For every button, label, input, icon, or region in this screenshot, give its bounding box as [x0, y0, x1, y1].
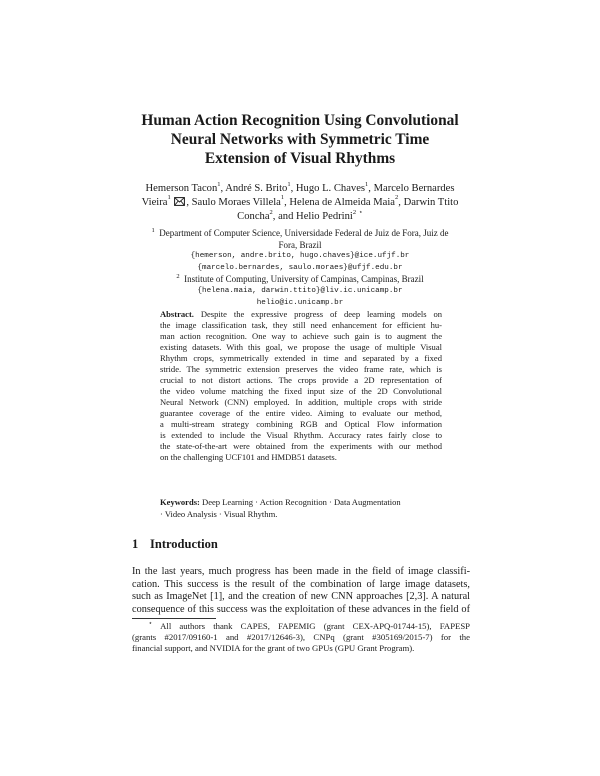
- body-line: cation. This success is the result of the combination of large image datasets,: [132, 578, 470, 590]
- abstract-label: Abstract.: [160, 309, 194, 319]
- affiliation-2-line-1: [150, 274, 450, 286]
- abstract-line: man action recognition. One way to achieve such gain is to augment the: [160, 331, 442, 341]
- affiliation-mark: 2: [352, 208, 357, 216]
- author-name: , Hugo L. Chaves: [290, 183, 366, 194]
- author-line-1: [120, 182, 480, 196]
- title-line-2: Neural Networks with Symmetric Time: [170, 131, 430, 148]
- abstract-line: [160, 309, 442, 320]
- email-line-2: {marcelo.bernardes, saulo.moraes}@ufjf.edu.br: [197, 263, 403, 272]
- keywords-line-2: · Video Analysis · Visual Rhythm.: [160, 508, 278, 519]
- section-title: Introduction: [150, 537, 218, 551]
- affiliation-mark: 1: [365, 180, 369, 188]
- abstract-line: Rhythm crops, symmetrically extended in time and separated by a fixed: [160, 353, 442, 363]
- footnote-line: financial support, and NVIDIA for the grant of two GPUs (GPU Grant Program).: [132, 643, 415, 654]
- affiliations: [150, 228, 450, 309]
- abstract-line: guarantee coverage of the entire video. Aiming to evaluate our method,: [160, 408, 442, 418]
- email-line-3: {helena.maia, darwin.ttito}@liv.ic.unicamp.br: [197, 286, 403, 295]
- abstract-text: Despite the expressive progress of deep learning models on: [193, 309, 442, 319]
- footnote-text: All authors thank CAPES, FAPEMIG (grant CEX-APQ-01744-15), FAPESP: [152, 621, 471, 631]
- keywords-text: Deep Learning · Action Recognition · Data Augmentation: [199, 497, 401, 507]
- affiliation-mark: 1: [151, 226, 155, 234]
- affiliation-1-line-2: Fora, Brazil: [278, 239, 322, 250]
- author-line-3: [120, 210, 480, 224]
- section-number: 1: [132, 537, 139, 551]
- author-name: Vieira: [141, 196, 168, 208]
- author-name: , Darwin Ttito: [398, 196, 459, 208]
- footnote-line: (grants #2017/09160-1 and #2017/12646-3), CNPq (grant #305169/2015-7) for the: [132, 632, 470, 643]
- body-line: In the last years, much progress has been made in the field of image classifi-: [132, 566, 470, 577]
- author-name: , and Helio Pedrini: [272, 211, 353, 222]
- email-line-1: {hemerson, andre.brito, hugo.chaves}@ice.ufjf.br: [190, 252, 410, 261]
- abstract-line: the video volume matching the fixed input size of the 2D Convolutional: [160, 386, 442, 396]
- author-list: [120, 182, 480, 224]
- abstract-line: existing datasets. With this goal, we propose the usage of multiple Visual: [160, 342, 442, 352]
- author-name: Concha: [237, 211, 270, 222]
- affiliation-mark: 1: [287, 180, 291, 188]
- author-name: , Marcelo Bernardes: [368, 183, 455, 194]
- title-line-1: Human Action Recognition Using Convolutional: [141, 112, 459, 129]
- author-name: , Saulo Moraes Villela: [186, 196, 281, 208]
- abstract-line: is extended to include the Visual Rhythm. Accuracy rates fairly close to: [160, 430, 442, 440]
- affiliation-mark: 1: [217, 180, 221, 188]
- affiliation-mark: 2: [395, 194, 399, 202]
- affiliation-mark: 1: [280, 194, 285, 202]
- abstract-line: Neural Network (CNN) employed. In addition, multiple crops with stride: [160, 397, 442, 407]
- abstract-line: a multi-stream strategy combining RGB and Optical Flow information: [160, 419, 442, 429]
- paper-title: [100, 111, 500, 168]
- abstract-line: the image classification task, they still need enhancement for efficient hu-: [160, 320, 442, 330]
- footnote-mark: ⋆: [148, 619, 153, 627]
- author-line-2: [120, 196, 480, 211]
- footnote: [132, 621, 470, 655]
- abstract: [160, 309, 442, 463]
- affiliation-1-line-1: [150, 228, 450, 240]
- body-line: consequence of this success was the exploitation of these advances in the field of: [132, 603, 470, 615]
- envelope-icon: [174, 197, 185, 211]
- body-line: such as ImageNet [1], and the creation of new CNN approaches [2,3]. A natural: [132, 591, 470, 603]
- affiliation-mark: 1: [167, 194, 171, 202]
- keywords: [160, 497, 442, 520]
- title-line-3: Extension of Visual Rhythms: [204, 150, 396, 167]
- affiliation-text: Institute of Computing, University of Campinas, Campinas, Brazil: [184, 274, 424, 285]
- affiliation-mark: 2: [176, 272, 180, 280]
- abstract-line: the state-of-the-art were obtained from the experiments with our method: [160, 441, 442, 451]
- section-heading: [132, 537, 218, 552]
- introduction-text: [132, 566, 470, 616]
- affiliation-text: Department of Computer Science, Universidade Federal de Juiz de Fora, Juiz de: [159, 228, 449, 238]
- abstract-line: stride. The symmetric extension preserves the video frame rate, which is: [160, 364, 442, 374]
- affiliation-mark: 2: [269, 208, 273, 216]
- footnote-mark: ⋆: [358, 208, 363, 216]
- keywords-line-1: [160, 497, 442, 509]
- footnote-line: [132, 621, 470, 632]
- email-line-4: helio@ic.unicamp.br: [256, 298, 344, 307]
- footnote-rule: [132, 618, 216, 619]
- author-name: , Helena de Almeida Maia: [284, 196, 396, 208]
- keywords-label: Keywords:: [160, 497, 200, 507]
- abstract-line: crucial to not distort actions. The crops provide a 2D representation of: [160, 375, 442, 385]
- abstract-line: on the challenging UCF101 and HMDB51 datasets.: [160, 452, 337, 462]
- author-name: , André S. Brito: [220, 183, 288, 194]
- author-name: Hemerson Tacon: [145, 183, 218, 194]
